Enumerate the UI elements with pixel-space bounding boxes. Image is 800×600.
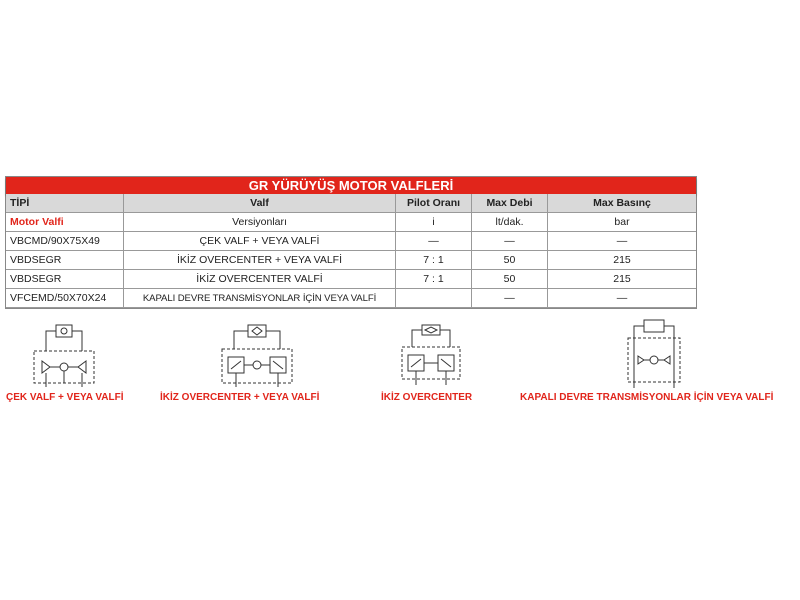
caption-closed-circuit: KAPALI DEVRE TRANSMİSYONLAR İÇİN VEYA VALFİ	[520, 392, 774, 403]
cell-pressure: 215	[548, 270, 696, 289]
header-max-pressure: Max Basınç	[548, 194, 696, 213]
header-valve: Valf	[124, 194, 396, 213]
header-type: TİPİ	[6, 194, 124, 213]
cell-valve: İKİZ OVERCENTER + VEYA VALFİ	[124, 251, 396, 270]
cell-flow: 50	[472, 251, 548, 270]
cell-ratio: 7 : 1	[396, 251, 472, 270]
subheader-pressure-unit: bar	[548, 213, 696, 232]
cell-type: VFCEMD/50X70X24	[6, 289, 124, 308]
table-title: GR YÜRÜYÜŞ MOTOR VALFLERİ	[6, 177, 696, 194]
cell-type: VBDSEGR	[6, 270, 124, 289]
cell-type: VBCMD/90X75X49	[6, 232, 124, 251]
subheader-ratio-unit: i	[396, 213, 472, 232]
header-max-flow: Max Debi	[472, 194, 548, 213]
cell-valve: ÇEK VALF + VEYA VALFİ	[124, 232, 396, 251]
cell-ratio: 7 : 1	[396, 270, 472, 289]
cell-valve: KAPALI DEVRE TRANSMİSYONLAR İÇİN VEYA VALFİ	[124, 289, 396, 308]
subheader-flow-unit: lt/dak.	[472, 213, 548, 232]
closed-circuit-shuttle-diagram	[622, 318, 688, 390]
check-shuttle-valve-diagram	[28, 323, 100, 391]
twin-overcenter-shuttle-diagram	[218, 323, 296, 391]
caption-twin-overcenter: İKİZ OVERCENTER	[381, 392, 473, 403]
cell-valve: İKİZ OVERCENTER VALFİ	[124, 270, 396, 289]
caption-check-shuttle: ÇEK VALF + VEYA VALFİ	[6, 392, 124, 403]
cell-pressure: —	[548, 289, 696, 308]
cell-ratio: —	[396, 232, 472, 251]
valve-table	[5, 176, 697, 309]
cell-ratio	[396, 289, 472, 308]
subheader-motor-valve: Motor Valfi	[6, 213, 124, 232]
cell-flow: —	[472, 232, 548, 251]
cell-flow: —	[472, 289, 548, 308]
cell-pressure: —	[548, 232, 696, 251]
header-pilot-ratio: Pilot Oranı	[396, 194, 472, 213]
cell-pressure: 215	[548, 251, 696, 270]
twin-overcenter-diagram	[398, 323, 464, 389]
subheader-versions: Versiyonları	[124, 213, 396, 232]
cell-flow: 50	[472, 270, 548, 289]
table-grid	[6, 194, 696, 308]
cell-type: VBDSEGR	[6, 251, 124, 270]
caption-twin-overcenter-shuttle: İKİZ OVERCENTER + VEYA VALFİ	[160, 392, 320, 403]
